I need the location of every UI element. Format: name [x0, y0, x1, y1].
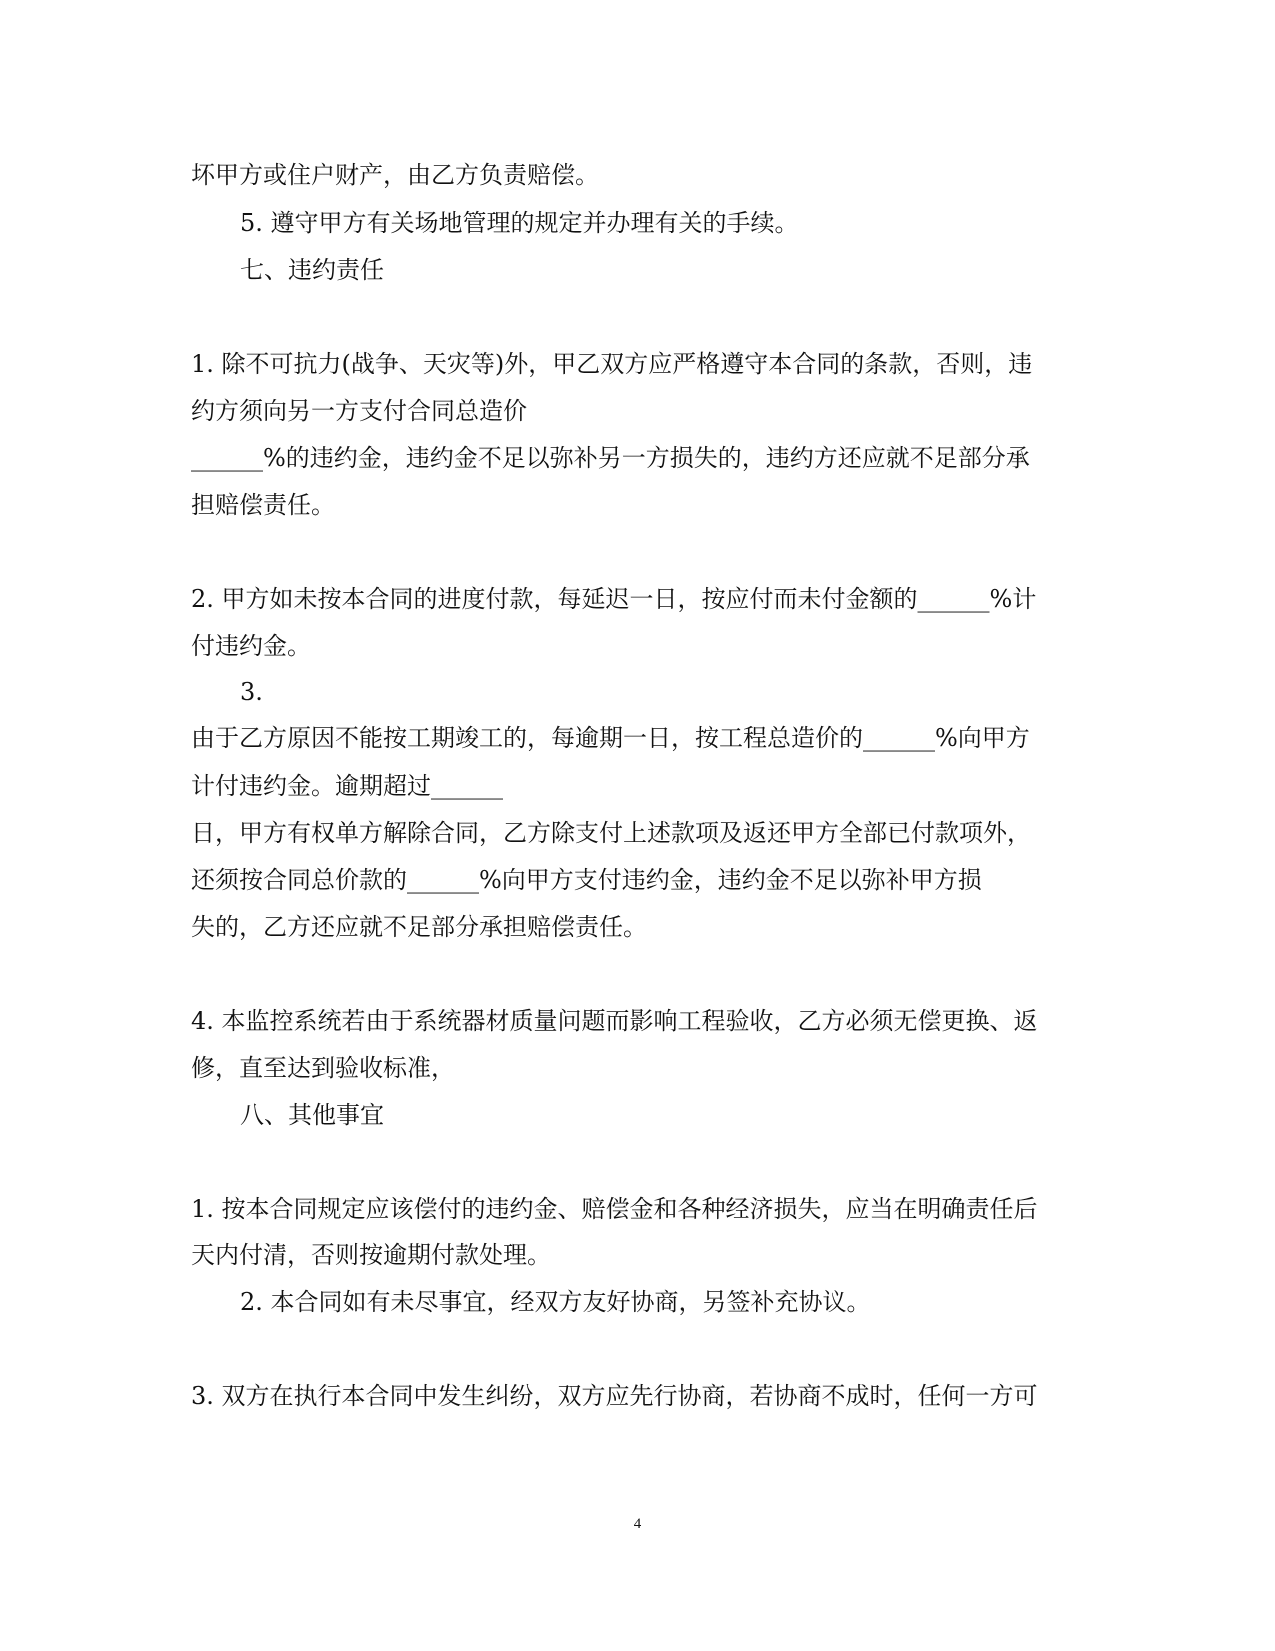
clause-item: 5. 遵守甲方有关场地管理的规定并办理有关的手续。: [240, 209, 799, 237]
text-line: 还须按合同总价款的______%向甲方支付违约金，违约金不足以弥补甲方损: [191, 866, 982, 894]
clause-item: 2. 甲方如未按本合同的进度付款，每延迟一日，按应付而未付金额的______%计: [191, 585, 1037, 613]
page-number: 4: [633, 1516, 642, 1532]
section-heading: 八、其他事宜: [240, 1101, 384, 1129]
clause-item: 1. 按本合同规定应该偿付的违约金、赔偿金和各种经济损失，应当在明确责任后: [191, 1195, 1038, 1223]
text-line: 计付违约金。逾期超过______: [191, 772, 503, 800]
text-line: 失的，乙方还应就不足部分承担赔偿责任。: [191, 913, 647, 941]
text-line: 天内付清，否则按逾期付款处理。: [191, 1241, 551, 1269]
text-line: 坏甲方或住户财产，由乙方负责赔偿。: [191, 161, 599, 189]
text-line: 日，甲方有权单方解除合同，乙方除支付上述款项及返还甲方全部已付款项外，: [191, 819, 1031, 847]
text-line: 约方须向另一方支付合同总造价: [191, 397, 527, 425]
clause-item: 3. 双方在执行本合同中发生纠纷，双方应先行协商，若协商不成时，任何一方可: [191, 1382, 1038, 1410]
text-line: 付违约金。: [191, 632, 311, 660]
clause-number: 3.: [240, 678, 263, 706]
text-line: ______%的违约金，违约金不足以弥补另一方损失的，违约方还应就不足部分承: [191, 444, 1030, 472]
text-line: 修，直至达到验收标准，: [191, 1054, 455, 1082]
clause-item: 2. 本合同如有未尽事宜，经双方友好协商，另签补充协议。: [240, 1288, 871, 1316]
section-heading: 七、违约责任: [240, 256, 384, 284]
clause-item: 1. 除不可抗力(战争、天灾等)外，甲乙双方应严格遵守本合同的条款，否则，违: [191, 350, 1033, 378]
text-line: 由于乙方原因不能按工期竣工的，每逾期一日，按工程总造价的______%向甲方: [191, 724, 1030, 752]
text-line: 担赔偿责任。: [191, 491, 335, 519]
clause-item: 4. 本监控系统若由于系统器材质量问题而影响工程验收，乙方必须无偿更换、返: [191, 1007, 1038, 1035]
